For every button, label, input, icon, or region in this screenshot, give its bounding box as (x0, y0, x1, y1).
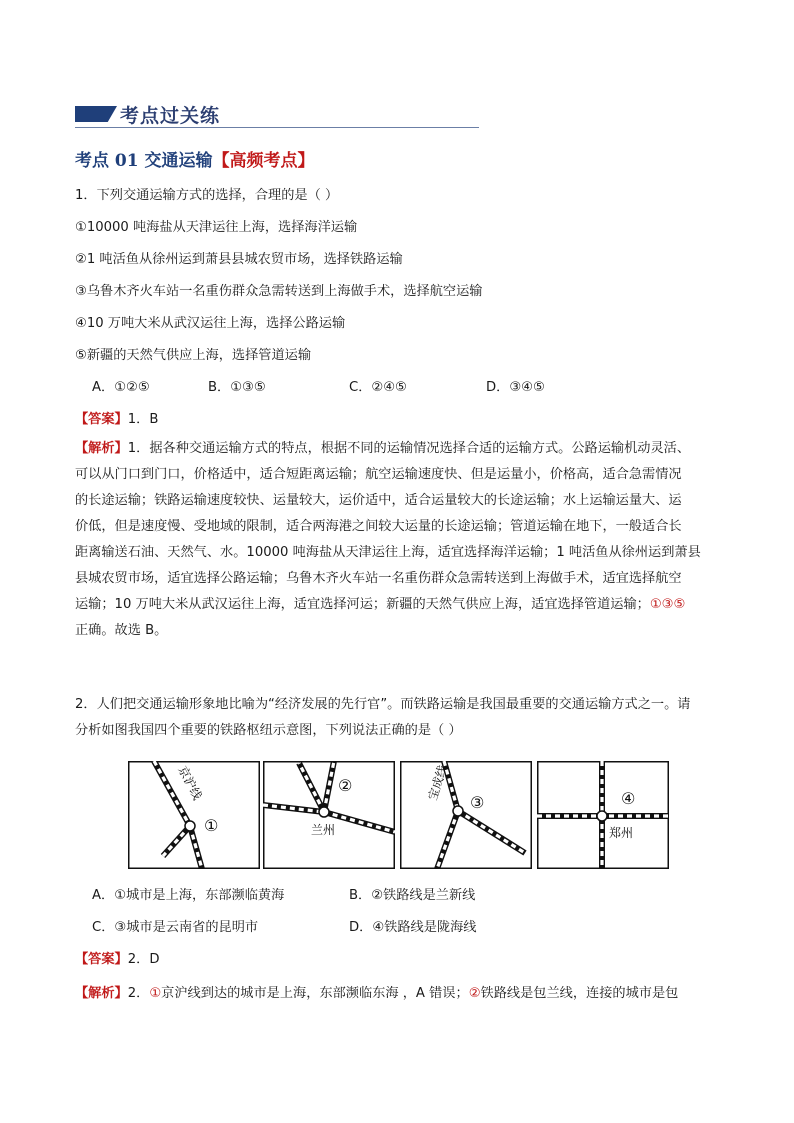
city-label-lanzhou: 兰州 (311, 823, 336, 837)
line-label-baocheng: 宝成线 (425, 763, 450, 802)
city-node (597, 811, 607, 821)
q2-stem-line-1: 2．人们把交通运输形象地比喻为“经济发展的先行官”。而铁路运输是我国最重要的交通运输方式之一。请 (75, 697, 691, 712)
q2-option-b: B．②铁路线是兰新线 (349, 888, 476, 903)
q2-analysis-prefix: 2． (127, 986, 150, 1001)
q2-analysis-mark-1: ① (149, 986, 162, 1001)
kaodian-tag: 【高频考点】 (212, 151, 315, 171)
q2-stem (75, 692, 729, 744)
q1-item-1: ①10000 吨海盐从天津运往上海，选择海洋运输 (75, 220, 358, 235)
railway-hub-diagram-2 (263, 761, 395, 869)
kaodian-title (75, 146, 315, 171)
diagram-marker: ② (338, 776, 353, 795)
q1-analysis-tag: 【解析】 (75, 441, 128, 456)
city-node (453, 806, 463, 816)
city-node (185, 821, 195, 831)
q1-analysis-line-4: 价低，但是速度慢、受地域的限制，适合两海港之间较大运量的长途运输；管道运输在地下，一般适合长 (75, 519, 682, 534)
diagram-marker: ④ (621, 789, 636, 808)
q1-analysis (75, 436, 729, 644)
q2-answer-tag: 【答案】 (75, 952, 128, 967)
city-label-zhengzhou: 郑州 (609, 826, 634, 840)
q1-analysis-line-7: 运输；10 万吨大米从武汉运往上海，适宜选择河运；新疆的天然气供应上海，适宜选择管道运输； (75, 597, 650, 612)
q1-stem: 1．下列交通运输方式的选择，合理的是（ ） (75, 188, 339, 203)
diagram-marker: ③ (470, 793, 485, 812)
q1-option-a: A．①②⑤ (92, 380, 150, 395)
railway-hub-diagram-3 (400, 761, 532, 869)
q1-option-d: D．③④⑤ (486, 380, 545, 395)
q2-answer-value: 2．D (127, 952, 160, 967)
q1-answer (75, 410, 158, 430)
line-label-jinghu: 京沪线 (175, 763, 205, 803)
railway-hub-diagram-1 (128, 761, 260, 869)
q1-analysis-line-6: 县城农贸市场，适宜选择公路运输；乌鲁木齐火车站一名重伤群众急需转送到上海做手术，适宜选择航空 (75, 571, 682, 586)
q1-item-5: ⑤新疆的天然气供应上海，选择管道运输 (75, 348, 312, 363)
q1-option-b: B．①③⑤ (208, 380, 266, 395)
city-node (319, 807, 329, 817)
q1-answer-tag: 【答案】 (75, 412, 128, 427)
q2-analysis-tag: 【解析】 (75, 986, 128, 1001)
q2-option-a: A．①城市是上海，东部濒临黄海 (92, 888, 285, 903)
q1-item-3: ③乌鲁木齐火车站一名重伤群众急需转送到上海做手术，选择航空运输 (75, 284, 483, 299)
section-divider (75, 127, 479, 128)
q2-option-d: D．④铁路线是陇海线 (349, 920, 477, 935)
q2-stem-line-2: 分析如图我国四个重要的铁路枢纽示意图，下列说法正确的是（ ） (75, 723, 462, 738)
section-title: 考点过关练 (120, 105, 221, 127)
q1-option-c: C．②④⑤ (349, 380, 407, 395)
q1-item-2: ②1 吨活鱼从徐州运到萧县县城农贸市场，选择铁路运输 (75, 252, 403, 267)
q1-analysis-line-1: 1．据各种交通运输方式的特点，根据不同的运输情况选择合适的运输方式。公路运输机动灵活、 (127, 441, 691, 456)
q2-analysis-rest: 铁路线是包兰线，连接的城市是包 (480, 986, 679, 1001)
q1-analysis-line-2: 可以从门口到门口，价格适中，适合短距离运输；航空运输速度快、但是运量小，价格高，适合急需情况 (75, 467, 682, 482)
kaodian-title-text: 考点 01 交通运输 (75, 151, 213, 171)
q2-analysis-mark-2: ② (468, 986, 481, 1001)
q1-analysis-line-5: 距离输送石油、天然气、水。10000 吨海盐从天津运往上海，适宜选择海洋运输；1 吨活鱼从徐州运到萧县 (75, 545, 701, 560)
q2-analysis-mid: 京沪线到达的城市是上海，东部濒临东海 ，A 错误； (161, 986, 469, 1001)
q2-option-c: C．③城市是云南省的昆明市 (92, 920, 259, 935)
diagram-marker: ① (204, 816, 219, 835)
section-header-bar (75, 106, 117, 122)
q1-item-4: ④10 万吨大米从武汉运往上海，选择公路运输 (75, 316, 346, 331)
q1-analysis-line-3: 的长途运输；铁路运输速度较快、运量较大，运价适中，适合运量较大的长途运输；水上运输运量大、运 (75, 493, 682, 508)
q1-analysis-highlight: ①③⑤ (649, 597, 686, 612)
q1-analysis-end: 正确。故选 B。 (75, 623, 168, 638)
q2-analysis (75, 984, 678, 1004)
q2-answer (75, 950, 159, 970)
railway-hub-diagram-4 (537, 761, 669, 869)
q1-answer-value: 1．B (127, 412, 159, 427)
